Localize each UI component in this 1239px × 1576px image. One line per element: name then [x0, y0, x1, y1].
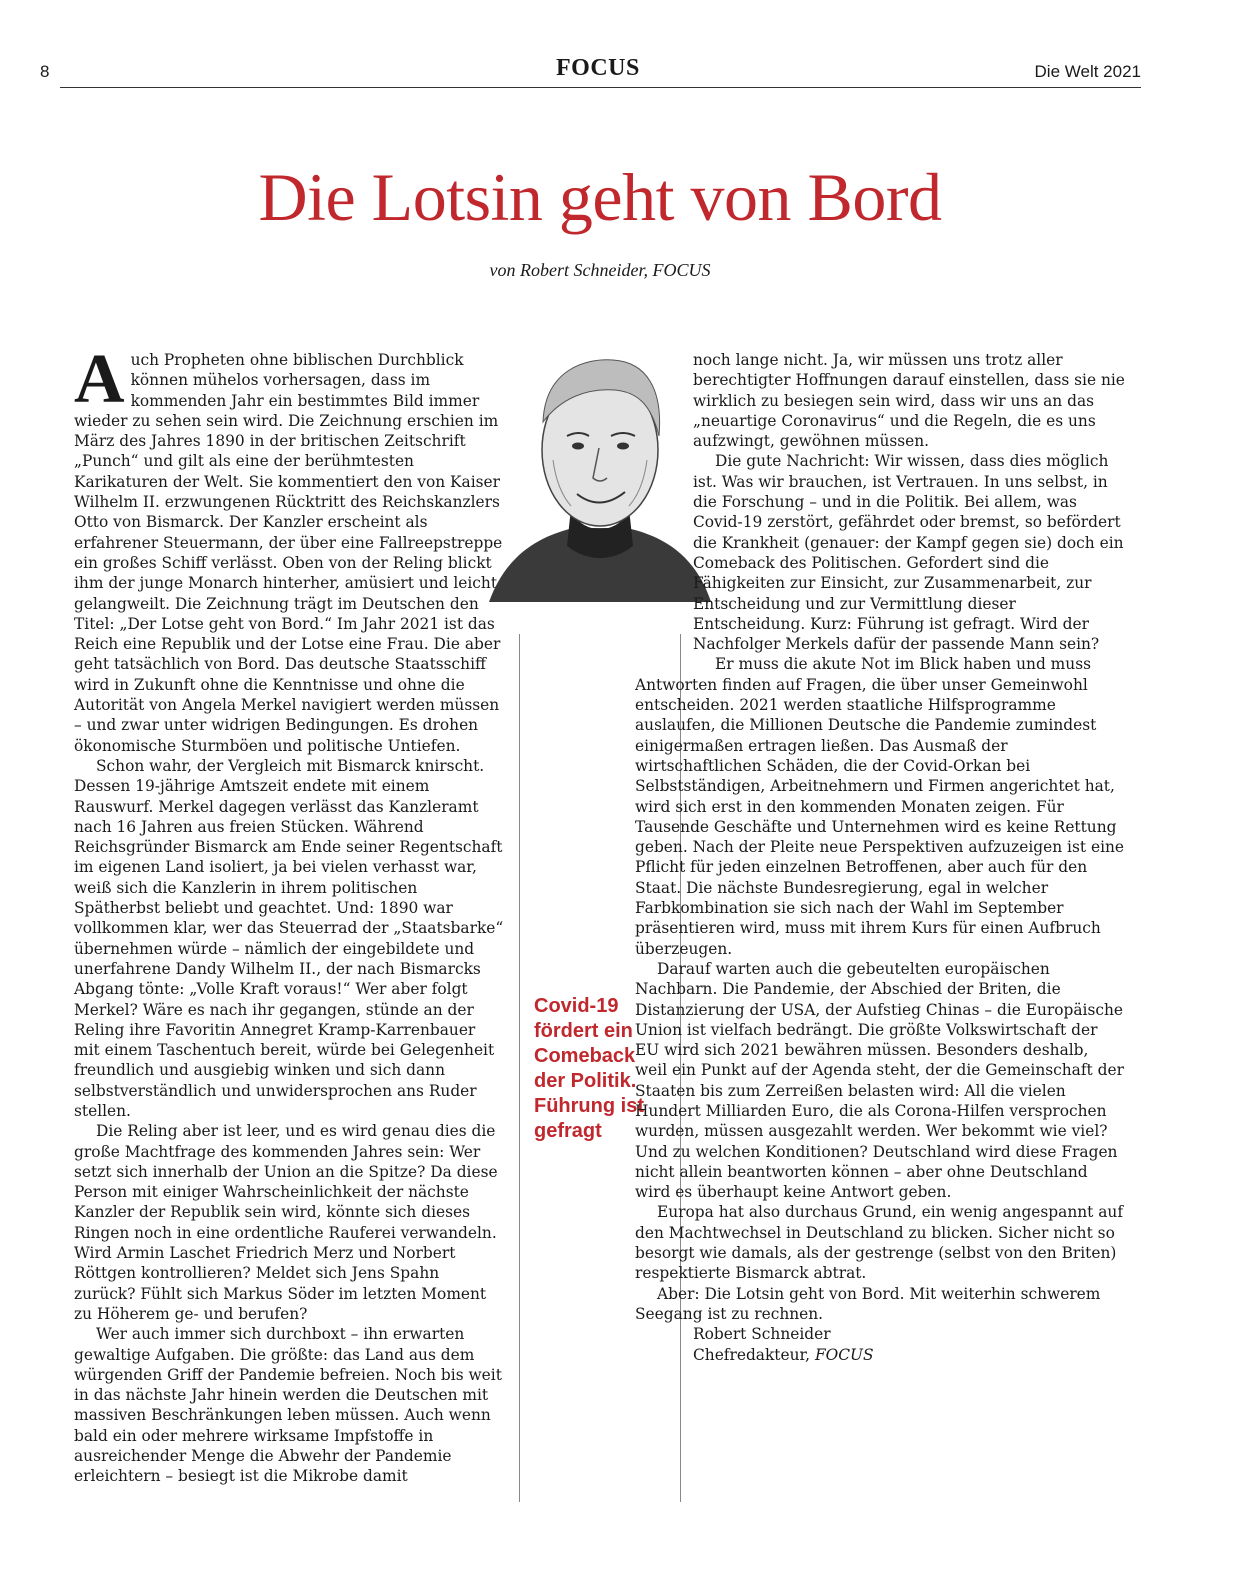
drop-cap: A — [74, 341, 125, 418]
wrap-spacer — [635, 350, 693, 656]
signature — [693, 1324, 1125, 1365]
paragraph-10: Aber: Die Lotsin geht von Bord. Mit weiterhin schwerem Seegang ist zu rechnen. — [635, 1284, 1101, 1323]
right-column — [635, 350, 1125, 1365]
article-title: Die Lotsin geht von Bord — [258, 159, 942, 235]
signature-role: Chefredakteur, — [693, 1345, 811, 1364]
left-column — [74, 341, 504, 1487]
paragraph-5: noch lange nicht. Ja, wir müssen uns trotz aller berechtigter Hoffnungen darauf einstellen, dass sie nie wirklich zu besiegen sein wird, dass wir uns an das „neuartige Coronavirus“ und die Regeln, die es uns aufzwingt, gewöhnen müssen. — [693, 351, 1125, 451]
focus-logo: FOCUS — [556, 55, 640, 81]
paragraph-6: Die gute Nachricht: Wir wissen, dass dies möglich ist. Was wir brauchen, ist Vertrauen. In uns selbst, in die Forschung – und in die Politik. Bei allem, was Covid-19 zerstört, gefährdet oder bremst, so befördert die Krankheit (genauer: der Kampf gegen sie) doch ein Comeback des Politischen. Gefordert sind die Fähigkeiten zur Einsicht, zur Zusammenarbeit, zur Entscheidung und zur Vermittlung dieser Entscheidung. Kurz: Führung ist gefragt. Wird der Nachfolger Merkels dafür der passende Mann sein? — [693, 452, 1124, 654]
paragraph-4: Wer auch immer sich durchboxt – ihn erwarten gewaltige Aufgaben. Die größte: das Land aus dem würgenden Griff der Pandemie befreien. Noch bis weit in das nächste Jahr hinein werden die Deutschen mit massiven Beschränkungen leben müssen. Auch wenn bald ein oder mehrere wirksame Impfstoffe in ausreichender Menge die Abwehr der Pandemie erleichtern – besiegt ist die Mikrobe damit — [74, 1325, 502, 1486]
paragraph-2: Schon wahr, der Vergleich mit Bismarck knirscht. Dessen 19-jährige Amtszeit endete mit einem Rauswurf. Merkel dagegen verlässt das Kanzleramt nach 16 Jahren aus freien Stücken. Während Reichsgründer Bismarck am Ende seiner Regentschaft im eigenen Land isoliert, ja bei vielen verhasst war, weiß sich die Kanzlerin in ihrem politischen Spätherbst beliebt und geachtet. Und: 1890 war vollkommen klar, wer das Steuerrad der „Staatsbarke“ übernehmen würde – nämlich der eingebildete und unerfahrene Dandy Wilhelm II., der nach Bismarcks Abgang tönte: „Volle Kraft voraus!“ Wer aber folgt Merkel? Wäre es nach ihr gegangen, stünde an der Reling ihre Favoritin Annegret Kramp-Karrenbauer mit einem Taschentuch bereit, würde bei Gelegenheit freundlich und ausgiebig winken und sich dann selbstverständlich und unwidersprochen ans Ruder stellen. — [74, 756, 504, 1120]
paragraph-7: Er muss die akute Not im Blick haben und muss Antworten finden auf Fragen, die über unser Gemeinwohl entscheiden. 2021 werden staatliche Hilfsprogramme auslaufen, die Millionen Deutsche die Pandemie zumindest einigermaßen ertragen ließen. Das Ausmaß der wirtschaftlichen Schäden, die der Covid-Orkan bei Selbstständigen, Arbeitnehmern und Firmen angerichtet hat, wird sich erst in den kommenden Monaten zeigen. Für Tausende Geschäfte und Unternehmen wird es keine Rettung geben. Nach der Pleite neue Perspektiven aufzuzeigen ist eine Pflicht für jeden einzelnen Betroffenen, aber auch für den Staat. Die nächste Bundesregierung, egal in welcher Farbkombination sie sich nach der Wahl im September präsentieren wird, muss mit ihrem Kurs für einen Aufbruch überzeugen. — [635, 655, 1125, 958]
paragraph-8: Darauf warten auch die gebeutelten europäischen Nachbarn. Die Pandemie, der Abschied der Briten, die Distanzierung der USA, der Aufstieg Chinas – die Europäische Union ist vielfach bedrängt. Die größte Volkswirtschaft der EU wird sich 2021 bewähren müssen. Besonders deshalb, weil ein Punkt auf der Agenda steht, der die Gemeinschaft der Staaten bis zum Zerreißen belasten wird: All die vielen Hundert Milliarden Euro, die als Corona-Hilfen versprochen wurden, müssen ausgezahlt werden. Wer bekommt wie viel? Und zu welchen Konditionen? Deutschland wird diese Fragen nicht allein beantworten können – aber ohne Deutschland wird es überhaupt keine Antwort geben. — [635, 959, 1124, 1202]
byline: von Robert Schneider, FOCUS — [489, 260, 711, 280]
signature-outlet: FOCUS — [814, 1345, 874, 1364]
paragraph-3: Die Reling aber ist leer, und es wird genau dies die große Machtfrage des kommenden Jahres sein: Wer setzt sich innerhalb der Union an die Spitze? Da diese Person mit einiger Wahrscheinlichkeit der nächste Kanzler der Republik sein wird, könnte sich dieses Ringen noch in eine ordentliche Rauferei verwandeln. Wird Armin Laschet Friedrich Merz und Norbert Röttgen kontrollieren? Meldet sich Jens Spahn zurück? Fühlt sich Markus Söder im letzten Moment zu Höherem ge- und berufen? — [74, 1122, 498, 1323]
paragraph-1: Auch Propheten ohne biblischen Durchblick können mühelos vorhersagen, dass im kommenden Jahr ein bestimmtes Bild immer wieder zu sehen sein wird. Die Zeichnung erschien im März des Jahres 1890 in der britischen Zeitschrift „Punch“ und gilt als eine der berühmtesten Karikaturen der Welt. Sie kommentiert den von Kaiser Wilhelm II. erzwungenen Rücktritt des Reichskanzlers Otto von Bismarck. Der Kanzler erscheint als erfahrener Steuermann, der über eine Fallreepstreppe ein großes Schiff verlässt. Oben von der Reling blickt ihm der junge Monarch hinterher, amüsiert und leicht gelangweilt. Die Zeichnung trägt im Deutschen den Titel: „Der Lotse geht von Bord.“ Im Jahr 2021 ist das Reich eine Republik und der Lotse eine Frau. Die aber geht tatsächlich von Bord. Das deutsche Staatsschiff wird in Zukunft ohne die Kenntnisse und ohne die Autorität von Angela Merkel navigiert werden müssen – und zwar unter widrigen Bedingungen. Es drohen ökonomische Sturmböen und politische Untiefen. — [74, 341, 503, 755]
header-rule — [60, 87, 1141, 88]
pull-quote: Covid-19 fördert ein Comeback der Politik. Führung ist gefragt — [534, 995, 644, 1142]
paragraph-9: Europa hat also durchaus Grund, ein wenig angespannt auf den Machtwechsel in Deutschland zu blicken. Sicher nicht so besorgt wie damals, als der gestrenge (selbst von den Briten) respektierte Bismarck abtrat. — [635, 1203, 1124, 1283]
column-divider — [519, 634, 520, 1502]
page-number: 8 — [40, 62, 50, 81]
issue-label: Die Welt 2021 — [1034, 62, 1141, 81]
signature-name: Robert Schneider — [693, 1325, 831, 1344]
